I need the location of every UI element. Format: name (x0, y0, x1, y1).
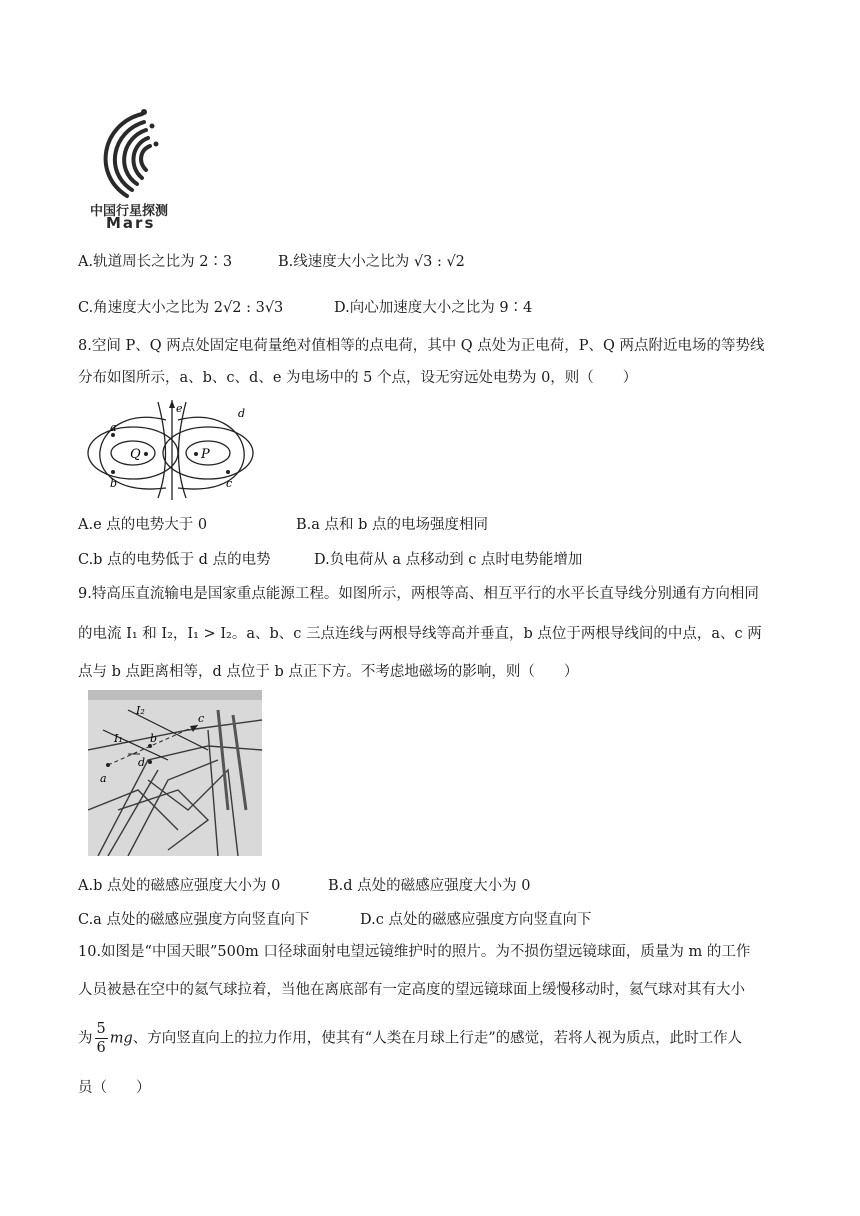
mars-logo-icon (82, 104, 192, 204)
q9-option-c: C.a 点处的磁感应强度方向竖直向下 (78, 912, 310, 928)
q8-option-a: A.e 点的电势大于 0 (78, 517, 208, 533)
fig8-label-c: c (226, 477, 233, 490)
fig8-label-q: Q (130, 447, 141, 462)
q9-transmission-tower-photo (88, 690, 262, 856)
q10-line3-pre: 为 (78, 1030, 93, 1047)
fig9-label-i1: I₁ (114, 732, 123, 745)
fig9-label-i2: I₂ (136, 704, 145, 717)
q7-option-c: C.角速度大小之比为 2√2 : 3√3 (78, 300, 284, 316)
q8-option-c: C.b 点的电势低于 d 点的电势 (78, 552, 271, 568)
fig8-label-p: P (201, 447, 210, 462)
fig8-label-a: a (110, 421, 117, 434)
q9-stem-line2: 的电流 I₁ 和 I₂，I₁ > I₂。a、b、c 三点连线与两根导线等高并垂直，b 点位于两根导线间的中点，a、c 两 (78, 626, 762, 642)
logo-cn-text: 中国行星探测 (90, 204, 169, 219)
q10-mg: mg (109, 1030, 133, 1047)
q9-option-a: A.b 点处的磁感应强度大小为 0 (78, 878, 281, 894)
mars-logo (82, 104, 192, 232)
fig8-label-b: b (110, 477, 118, 490)
q7-option-b: B.线速度大小之比为 √3 : √2 (278, 254, 465, 270)
fraction-numerator: 5 (96, 1021, 106, 1037)
q7-option-a: A.轨道周长之比为 2∶3 (78, 254, 233, 270)
q8-equipotential-figure (78, 400, 268, 500)
q8-option-b: B.a 点和 b 点的电场强度相同 (296, 517, 489, 533)
q8-stem-line2: 分布如图所示，a、b、c、d、e 为电场中的 5 个点，设无穷远处电势为 0，则（ ） (78, 370, 638, 386)
fig8-label-e: e (176, 402, 183, 415)
q10-stem-line4: 员（ ） (78, 1080, 151, 1096)
fig9-label-b: b (150, 732, 158, 745)
q10-stem-line3 (78, 1020, 742, 1057)
fig9-label-d: d (138, 756, 146, 769)
fraction-five-sixths (95, 1020, 108, 1057)
logo-en-text: Mars (106, 214, 156, 232)
q10-stem-line1: 10.如图是“中国天眼”500m 口径球面射电望远镜维护时的照片。为不损伤望远镜球面，质量为 m 的工作 (78, 944, 751, 960)
fig8-label-d: d (238, 407, 246, 420)
q9-option-b: B.d 点处的磁感应强度大小为 0 (328, 878, 531, 894)
q8-stem-line1: 8.空间 P、Q 两点处固定电荷量绝对值相等的点电荷，其中 Q 点处为正电荷，P、Q 两点附近电场的等势线 (78, 338, 765, 354)
fig9-label-c: c (198, 712, 205, 725)
q9-option-d: D.c 点处的磁感应强度方向竖直向下 (360, 912, 592, 928)
q8-option-d: D.负电荷从 a 点移动到 c 点时电势能增加 (314, 552, 583, 568)
fraction-denominator: 6 (96, 1040, 106, 1056)
q7-option-d: D.向心加速度大小之比为 9∶4 (334, 300, 533, 316)
q9-stem-line1: 9.特高压直流输电是国家重点能源工程。如图所示，两根等高、相互平行的水平长直导线分别通有方向相同 (78, 586, 759, 602)
q10-stem-line2: 人员被悬在空中的氦气球拉着，当他在离底部有一定高度的望远镜球面上缓慢移动时，氦气球对其有大小 (78, 982, 745, 998)
fig9-label-a: a (100, 772, 107, 785)
q9-stem-line3: 点与 b 点距离相等，d 点位于 b 点正下方。不考虑地磁场的影响，则（ ） (78, 664, 579, 680)
q10-line3-post: 、方向竖直向上的拉力作用，使其有“人类在月球上行走”的感觉，若将人视为质点，此时工作人 (132, 1030, 743, 1047)
